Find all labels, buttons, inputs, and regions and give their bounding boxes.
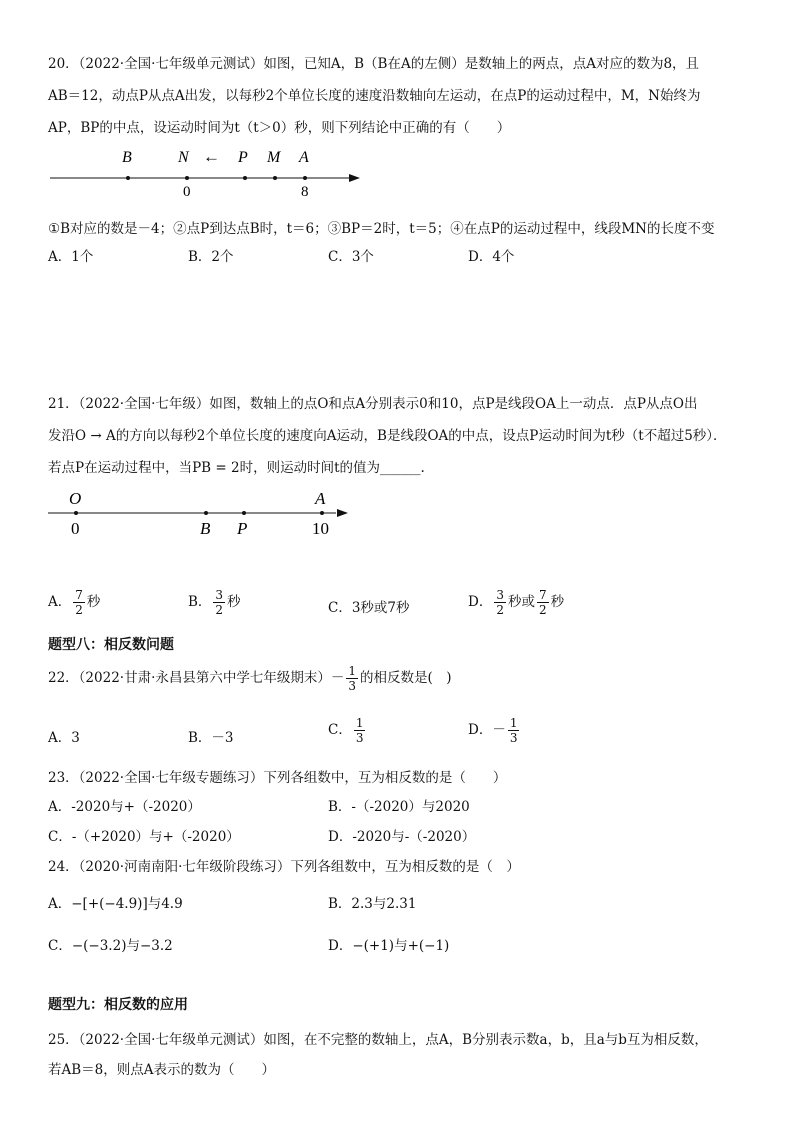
q24-option-a: A．−[+(−4.9)]与4.9 bbox=[48, 896, 183, 912]
q20-option-b: B．2个 bbox=[188, 249, 234, 265]
section-heading-8: 题型八：相反数问题 bbox=[48, 637, 174, 653]
q20-point-P bbox=[243, 176, 247, 180]
q20-point-N bbox=[185, 176, 189, 180]
q20-axis-arrowhead bbox=[349, 174, 360, 182]
q25-stem-line1: 25．（2022·全国·七年级单元测试）如图，在不完整的数轴上，点A，B分别表示数a，b，且a与b互为相反数， bbox=[48, 1032, 708, 1048]
q20-point-B bbox=[126, 176, 130, 180]
q20-number-line-figure bbox=[40, 140, 380, 200]
q21-stem-line1: 21．（2022·全国·七年级）如图，数轴上的点O和点A分别表示0和10，点P是线段OA上一动点．点P从点O出 bbox=[48, 396, 698, 412]
q23-option-b: B．-（-2020）与2020 bbox=[328, 799, 470, 815]
q20-label-N: N bbox=[178, 149, 189, 166]
q21-point-A bbox=[320, 511, 324, 515]
q22-option-d: D．－ $\frac{1}{3}$ bbox=[468, 716, 518, 745]
q24-option-c: C．−(−3.2)与−3.2 bbox=[48, 938, 173, 954]
q20-stem-line1: 20．（2022·全国·七年级单元测试）如图，已知A，B（B在A的左侧）是数轴上的两点，点A对应的数为8，且 bbox=[48, 56, 700, 72]
q21-point-O bbox=[74, 511, 78, 515]
q20-option-c: C．3个 bbox=[328, 249, 374, 265]
q20-point-A bbox=[303, 176, 307, 180]
q20-label-A: A bbox=[299, 149, 309, 166]
q22-option-c: C． $\frac{1}{3}$ bbox=[328, 716, 364, 745]
q21-option-b: B． $\frac{3}{2}$ 秒 bbox=[188, 588, 241, 617]
q21-option-b-fraction: $\frac{3}{2}$ bbox=[215, 588, 224, 617]
q20-label-P: P bbox=[238, 149, 248, 166]
q21-number-line-figure bbox=[44, 486, 364, 538]
q20-stem-line3: AP，BP的中点，设运动时间为t（t＞0）秒，则下列结论中正确的有（ ） bbox=[48, 120, 511, 136]
q22-stem: 22．（2022·甘肃·永昌县第六中学七年级期末）－ $\frac{1}{3}$ 的相反数是( ) bbox=[48, 664, 452, 693]
q21-label-B: B bbox=[200, 519, 211, 538]
q23-option-a: A．-2020与+（-2020） bbox=[48, 799, 201, 815]
q20-stem-line2: AB＝12，动点P从点A出发，以每秒2个单位长度的速度沿数轴向左运动，在点P的运动过程中，M，N始终为 bbox=[48, 88, 701, 104]
q21-point-P bbox=[242, 511, 246, 515]
q24-stem: 24．（2020·河南南阳·七年级阶段练习）下列各组数中，互为相反数的是（ ） bbox=[48, 859, 520, 875]
q23-option-c: C．-（+2020）与+（-2020） bbox=[48, 829, 240, 845]
q21-stem-line3: 若点P在运动过程中，当PB = 2时，则运动时间t的值为______. bbox=[48, 460, 425, 476]
q20-option-d: D．4个 bbox=[468, 249, 515, 265]
q21-option-c: C．3秒或7秒 bbox=[328, 600, 410, 616]
q25-stem-line2: 若AB＝8，则点A表示的数为（ ） bbox=[48, 1062, 276, 1078]
q22-fraction: $\frac{1}{3}$ bbox=[348, 664, 357, 693]
q21-point-B bbox=[204, 511, 208, 515]
q20-tick-8: 8 bbox=[301, 184, 309, 200]
q21-label-O: O bbox=[69, 489, 82, 508]
q24-option-d: D．−(+1)与+(−1) bbox=[328, 938, 450, 954]
q22-option-a: A．3 bbox=[48, 730, 80, 746]
q21-tick-10: 10 bbox=[312, 519, 329, 538]
q20-arrow-left-icon: ← bbox=[203, 147, 220, 166]
q24-option-b: B．2.3与2.31 bbox=[328, 896, 417, 912]
q21-option-d: D． $\frac{3}{2}$ 秒或 $\frac{7}{2}$ 秒 bbox=[468, 588, 565, 617]
q21-stem-line2: 发沿O → A的方向以每秒2个单位长度的速度向A运动，B是线段OA的中点，设点P运动时间为t秒（t不超过5秒）． bbox=[48, 428, 727, 444]
q21-axis-arrowhead bbox=[337, 509, 348, 517]
q21-label-P: P bbox=[237, 519, 248, 538]
q21-tick-0: 0 bbox=[71, 519, 80, 538]
q22-option-b: B．－3 bbox=[188, 730, 234, 746]
q20-label-B: B bbox=[122, 149, 132, 166]
q20-option-a: A．1个 bbox=[48, 249, 94, 265]
q20-tick-0: 0 bbox=[183, 184, 191, 200]
q20-statements: ①B对应的数是－4；②点P到达点B时，t＝6；③BP＝2时，t＝5；④在点P的运动过程中，线段MN的长度不变 bbox=[48, 221, 715, 237]
q20-label-M: M bbox=[267, 149, 281, 166]
q23-option-d: D．-2020与-（-2020） bbox=[328, 829, 476, 845]
section-heading-9: 题型九：相反数的应用 bbox=[48, 997, 188, 1013]
q21-option-a-fraction: $\frac{7}{2}$ bbox=[75, 588, 83, 617]
q23-stem: 23．（2022·全国·七年级专题练习）下列各组数中，互为相反数的是（ ） bbox=[48, 770, 507, 786]
q21-label-A: A bbox=[315, 489, 326, 508]
q20-point-M bbox=[273, 176, 277, 180]
q21-option-a: A． $\frac{7}{2}$ 秒 bbox=[48, 588, 101, 617]
